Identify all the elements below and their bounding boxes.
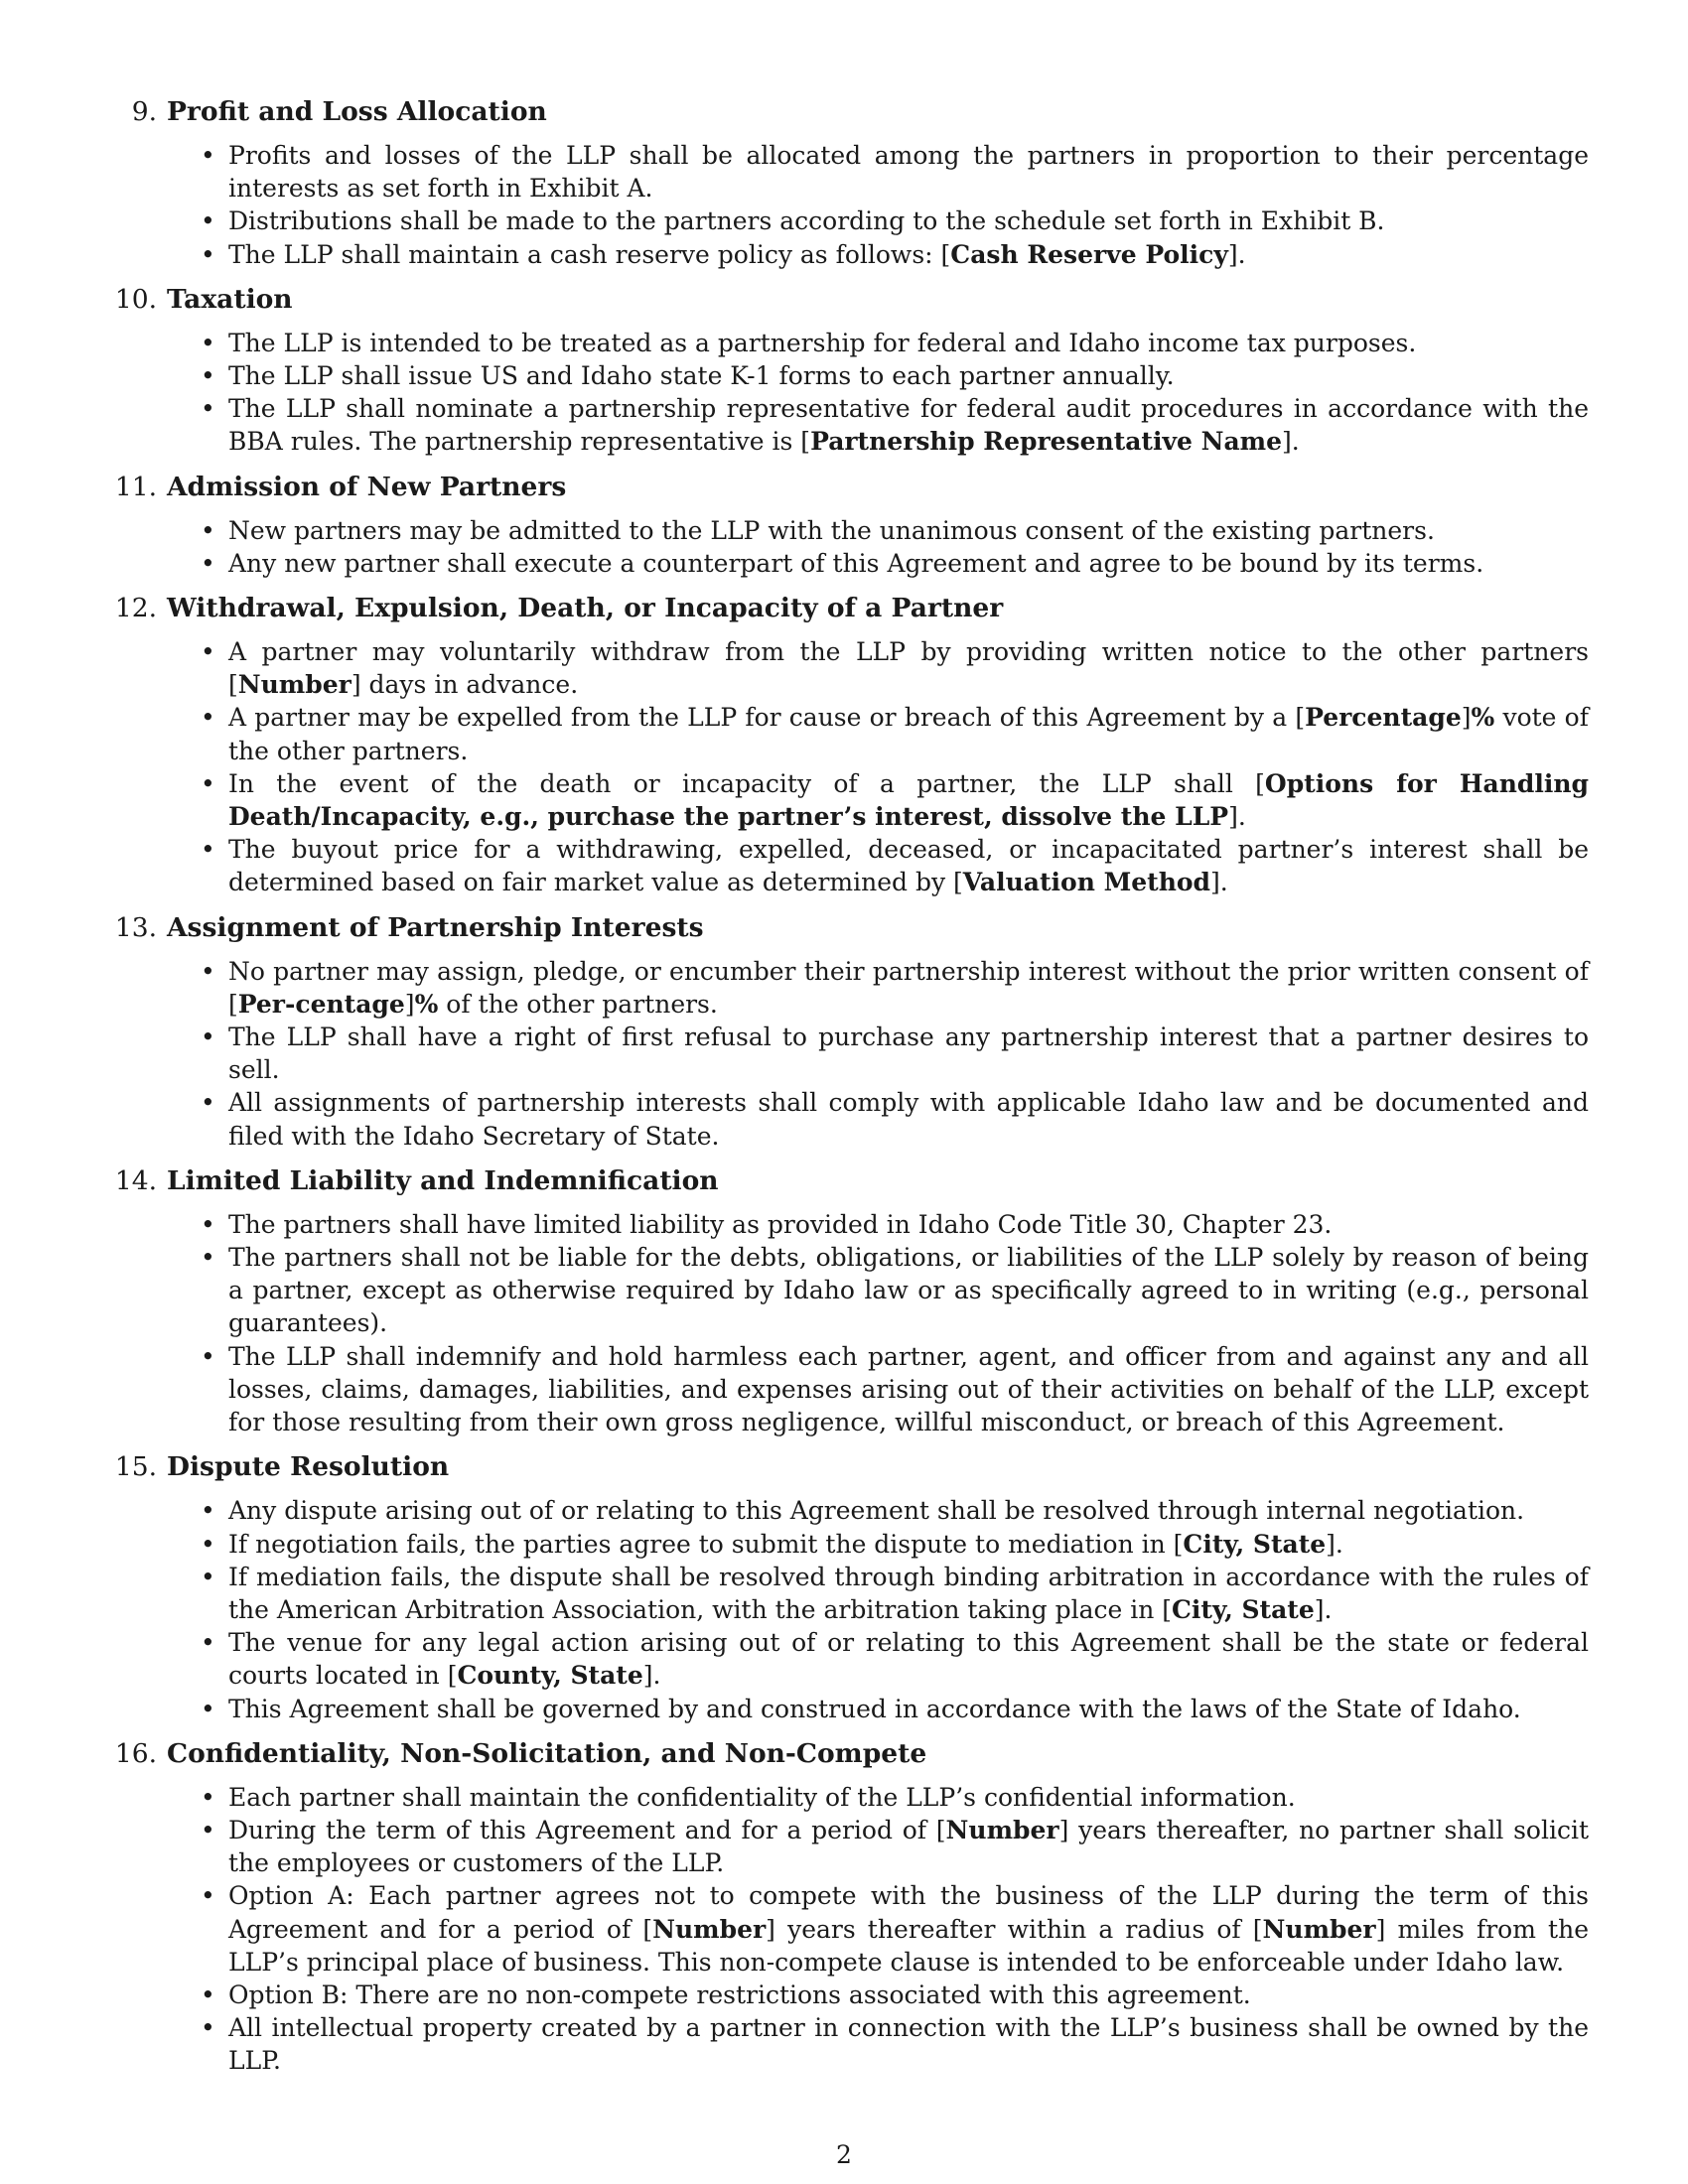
- list-item: [228, 1879, 1589, 1979]
- placeholder-text: Valuation Method: [962, 868, 1211, 897]
- list-item: [228, 1814, 1589, 1879]
- section-heading: [109, 592, 1589, 625]
- placeholder-text: Per-centage: [237, 989, 405, 1019]
- clause-text: of the other partners.: [438, 989, 718, 1019]
- section-number: 12.: [114, 593, 157, 624]
- clause-text: The LLP shall have a right of first refusal to purchase any partnership interest that a partner desires to sell.: [228, 1023, 1589, 1085]
- clause-text: The partners shall not be liable for the debts, obligations, or liabilities of the LLP solely by reason of being a partner, except as otherwise required by Idaho law or as specifically agreed to in writing (e.g., personal guarantees).: [228, 1243, 1589, 1338]
- list-item: [228, 139, 1589, 205]
- list-item: [228, 635, 1589, 701]
- clause-text: The LLP is intended to be treated as a partnership for federal and Idaho income tax purposes.: [228, 328, 1417, 357]
- list-item: [228, 238, 1589, 271]
- clause-text: No partner may assign, pledge, or encumber their partnership interest without the prior written consent of [: [228, 956, 1589, 1019]
- clause-text: ] years thereafter within a radius of [: [766, 1914, 1263, 1944]
- placeholder-text: Partnership Representative Name: [810, 427, 1283, 457]
- bullet-list: [169, 514, 1589, 580]
- list-item: [228, 767, 1589, 833]
- placeholder-text: Cash Reserve Policy: [950, 239, 1228, 269]
- list-item: [228, 392, 1589, 458]
- clause-text: A partner may voluntarily withdraw from the LLP by providing written notice to the other partners [: [228, 637, 1589, 700]
- clause-text: During the term of this Agreement and for a period of [: [228, 1815, 946, 1844]
- section-heading: [109, 95, 1589, 129]
- clause-text: ].: [1326, 1529, 1343, 1559]
- list-item: [228, 1626, 1589, 1692]
- section-title: Withdrawal, Expulsion, Death, or Incapacity of a Partner: [167, 593, 1004, 624]
- placeholder-text: City, State: [1183, 1529, 1327, 1559]
- section-heading: [109, 911, 1589, 945]
- list-item: [228, 1528, 1589, 1561]
- clause-text: All assignments of partnership interests shall comply with applicable Idaho law and be documented and filed with the Idaho Secretary of State.: [228, 1088, 1589, 1151]
- document-body: [114, 95, 1589, 2090]
- list-item: [228, 514, 1589, 547]
- bullet-list: [169, 139, 1589, 271]
- placeholder-text: Number: [652, 1914, 767, 1944]
- clause-text: ] miles from the LLP’s principal place of business. This non-compete clause is intended to be enforceable under Idaho law.: [228, 1914, 1589, 1977]
- section-heading: [109, 471, 1589, 504]
- section-heading: [109, 1164, 1589, 1198]
- clause-text: The LLP shall maintain a cash reserve policy as follows: [: [228, 239, 951, 269]
- list-item: [228, 205, 1589, 237]
- clause-text: In the event of the death or incapacity of a partner, the LLP shall [: [228, 768, 1265, 798]
- clause-text: ].: [1314, 1594, 1333, 1624]
- clause-text: All intellectual property created by a partner in connection with the LLP’s business shall be owned by the LLP.: [228, 2013, 1589, 2076]
- section: [114, 283, 1589, 459]
- section-number: 11.: [114, 471, 157, 502]
- clause-text: Each partner shall maintain the confidentiality of the LLP’s confidential information.: [228, 1782, 1296, 1812]
- clause-text: If mediation fails, the dispute shall be resolved through binding arbitration in accordance with the rules of the American Arbitration Association, with the arbitration taking place in [: [228, 1562, 1589, 1624]
- section-title: Profit and Loss Allocation: [167, 96, 547, 127]
- clause-text: New partners may be admitted to the LLP with the unanimous consent of the existing partners.: [228, 515, 1435, 545]
- clause-text: The partners shall have limited liability as provided in Idaho Code Title 30, Chapter 23.: [228, 1209, 1333, 1239]
- list-item: [228, 1340, 1589, 1439]
- bullet-list: [169, 327, 1589, 459]
- placeholder-text: City, State: [1172, 1594, 1315, 1624]
- section-heading: [109, 283, 1589, 317]
- section: [114, 911, 1589, 1153]
- clause-text: vote of the other partners.: [228, 703, 1589, 765]
- list-item: [228, 1241, 1589, 1340]
- section-heading: [109, 1450, 1589, 1484]
- section: [114, 592, 1589, 899]
- list-item: [228, 833, 1589, 898]
- section-number: 13.: [114, 911, 157, 943]
- section-title: Dispute Resolution: [167, 1451, 450, 1483]
- placeholder-text: %: [414, 989, 439, 1019]
- section-number: 15.: [114, 1451, 157, 1483]
- list-item: [228, 701, 1589, 766]
- clause-text: ]: [404, 989, 415, 1019]
- section: [114, 471, 1589, 580]
- clause-text: The buyout price for a withdrawing, expelled, deceased, or incapacitated partner’s interest shall be determined based on fair market value as determined by [: [228, 835, 1589, 897]
- bullet-list: [169, 635, 1589, 899]
- clause-text: ].: [642, 1661, 661, 1691]
- section-title: Assignment of Partnership Interests: [167, 911, 704, 943]
- clause-text: The venue for any legal action arising out of or relating to this Agreement shall be the state or federal courts located in [: [228, 1628, 1589, 1691]
- list-item: [228, 547, 1589, 580]
- section-number: 16.: [114, 1737, 157, 1769]
- bullet-list: [169, 955, 1589, 1153]
- page-number: 2: [836, 2140, 852, 2169]
- section-number: 10.: [114, 283, 157, 315]
- placeholder-text: Number: [1262, 1914, 1376, 1944]
- bullet-list: [169, 1208, 1589, 1438]
- placeholder-text: Options for Handling Death/Incapacity, e.g., purchase the partner’s interest, dissolve the LLP: [228, 768, 1589, 832]
- section-title: Limited Liability and Indemnification: [167, 1164, 719, 1196]
- section-number: 14.: [114, 1164, 157, 1196]
- clause-text: ].: [1228, 802, 1246, 832]
- clause-text: Any new partner shall execute a counterpart of this Agreement and agree to be bound by its terms.: [228, 548, 1484, 578]
- list-item: [228, 1494, 1589, 1527]
- clause-text: The LLP shall indemnify and hold harmless each partner, agent, and officer from and against any and all losses, claims, damages, liabilities, and expenses arising out of their activities on behalf of the LLP, except for those resulting from their own gross negligence, willful misconduct, or breach of this Agreement.: [228, 1341, 1589, 1437]
- list-item: [228, 955, 1589, 1021]
- list-item: [228, 1208, 1589, 1241]
- clause-text: This Agreement shall be governed by and construed in accordance with the laws of the State of Idaho.: [228, 1694, 1521, 1723]
- clause-text: The LLP shall issue US and Idaho state K-1 forms to each partner annually.: [228, 361, 1175, 391]
- list-item: [228, 1781, 1589, 1814]
- placeholder-text: County, State: [457, 1661, 643, 1691]
- section: [114, 1450, 1589, 1724]
- section-title: Confidentiality, Non-Solicitation, and Non-Compete: [167, 1737, 927, 1769]
- section-title: Admission of New Partners: [167, 471, 567, 502]
- clause-text: ].: [1227, 239, 1246, 269]
- list-item: [228, 1561, 1589, 1626]
- clause-text: Option B: There are no non-compete restrictions associated with this agreement.: [228, 1979, 1251, 2009]
- clause-text: Distributions shall be made to the partners according to the schedule set forth in Exhibit B.: [228, 206, 1385, 236]
- clause-text: If negotiation fails, the parties agree to submit the dispute to mediation in [: [228, 1529, 1184, 1559]
- clause-text: Profits and losses of the LLP shall be allocated among the partners in proportion to their percentage interests as set forth in Exhibit A.: [228, 141, 1589, 204]
- clause-text: ].: [1210, 868, 1228, 897]
- clause-text: ] days in advance.: [351, 670, 579, 700]
- placeholder-text: %: [1471, 703, 1495, 733]
- list-item: [228, 1086, 1589, 1152]
- placeholder-text: Number: [945, 1815, 1059, 1844]
- clause-text: ] years thereafter, no partner shall solicit the employees or customers of the LLP.: [228, 1815, 1589, 1878]
- section: [114, 1164, 1589, 1438]
- section: [114, 1737, 1589, 2078]
- list-item: [228, 1021, 1589, 1086]
- clause-text: Option A: Each partner agrees not to compete with the business of the LLP during the term of this Agreement and for a period of [: [228, 1881, 1589, 1944]
- clause-text: A partner may be expelled from the LLP for cause or breach of this Agreement by a [: [228, 703, 1306, 733]
- section: [131, 95, 1589, 271]
- section-heading: [109, 1737, 1589, 1771]
- list-item: [228, 359, 1589, 392]
- clause-text: The LLP shall nominate a partnership representative for federal audit procedures in accordance with the BBA rules. The partnership representative is [: [228, 394, 1589, 457]
- list-item: [228, 327, 1589, 359]
- clause-text: ]: [1461, 703, 1472, 733]
- list-item: [228, 1979, 1589, 2011]
- placeholder-text: Number: [237, 670, 352, 700]
- bullet-list: [169, 1494, 1589, 1724]
- list-item: [228, 1693, 1589, 1725]
- section-title: Taxation: [167, 283, 293, 315]
- list-item: [228, 2011, 1589, 2077]
- bullet-list: [169, 1781, 1589, 2078]
- placeholder-text: Percentage: [1305, 703, 1462, 733]
- clause-text: ].: [1282, 427, 1300, 457]
- clause-text: Any dispute arising out of or relating to this Agreement shall be resolved through internal negotiation.: [228, 1496, 1525, 1526]
- section-number: 9.: [131, 96, 157, 127]
